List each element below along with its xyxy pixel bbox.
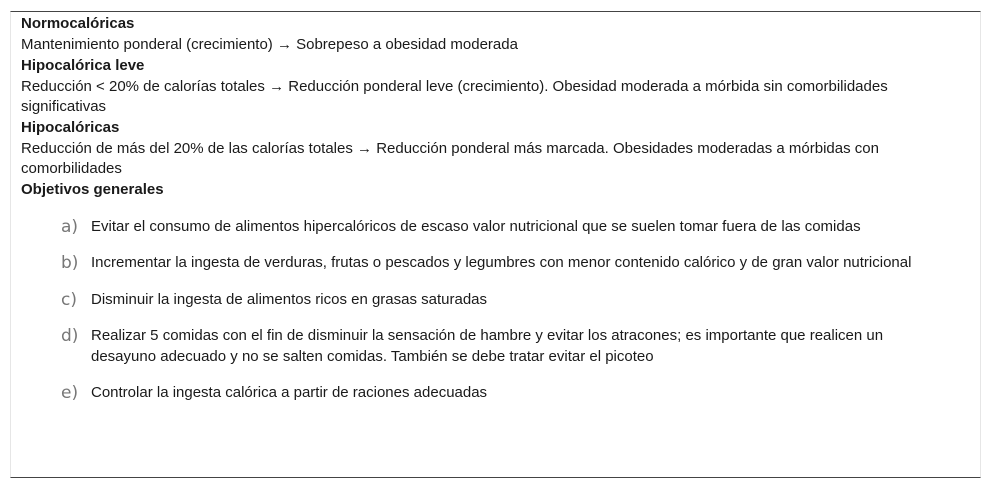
- list-marker: a): [61, 216, 79, 237]
- section-heading: Normocalóricas: [21, 15, 135, 32]
- section-heading: Hipocalóricas: [21, 118, 120, 136]
- list-marker: c): [61, 289, 77, 310]
- list-item-text: Disminuir la ingesta de alimentos ricos en grasas saturadas: [91, 290, 488, 308]
- section-text: Mantenimiento ponderal (crecimiento) → Sobrepeso a obesidad moderada: [21, 36, 518, 53]
- list-item: [21, 217, 971, 238]
- list-item-text: Incrementar la ingesta de verduras, frutas o pescados y legumbres con menor contenido calórico y de gran valor nutricional: [91, 254, 912, 271]
- list-item: [21, 326, 971, 367]
- section-hipocalorica-leve: [21, 56, 971, 118]
- list-item: [21, 290, 971, 311]
- list-item-text: Controlar la ingesta calórica a partir de raciones adecuadas: [91, 384, 488, 401]
- list-marker: d): [61, 326, 79, 346]
- list-item-text: Evitar el consumo de alimentos hipercalóricos de escaso valor nutricional que se suelen tomar fuera de las comidas: [91, 217, 861, 235]
- table-content: [21, 14, 971, 404]
- list-item: [21, 253, 971, 274]
- list-marker: e): [61, 383, 79, 403]
- section-text: Reducción < 20% de calorías totales → Reducción ponderal leve (crecimiento). Obesidad moderada a mórbida sin comorbilidades significativas: [21, 77, 888, 115]
- list-item-text: Realizar 5 comidas con el fin de disminuir la sensación de hambre y evitar los atracones; es importante que realicen un desayuno adecuado y no se salten comidas. También se debe tratar evitar el picoteo: [91, 327, 884, 365]
- section-heading: Hipocalórica leve: [21, 56, 145, 74]
- list-marker: b): [61, 253, 79, 273]
- objectives-list: [21, 217, 971, 404]
- section-normocaloricas: [21, 14, 971, 56]
- objectives-heading: Objetivos generales: [21, 180, 164, 198]
- section-hipocaloricas: [21, 118, 971, 180]
- list-item: [21, 383, 971, 404]
- section-objetivos: [21, 180, 971, 403]
- section-text: Reducción de más del 20% de las calorías totales → Reducción ponderal más marcada. Obesidades moderadas a mórbidas con comorbilidades: [21, 139, 879, 177]
